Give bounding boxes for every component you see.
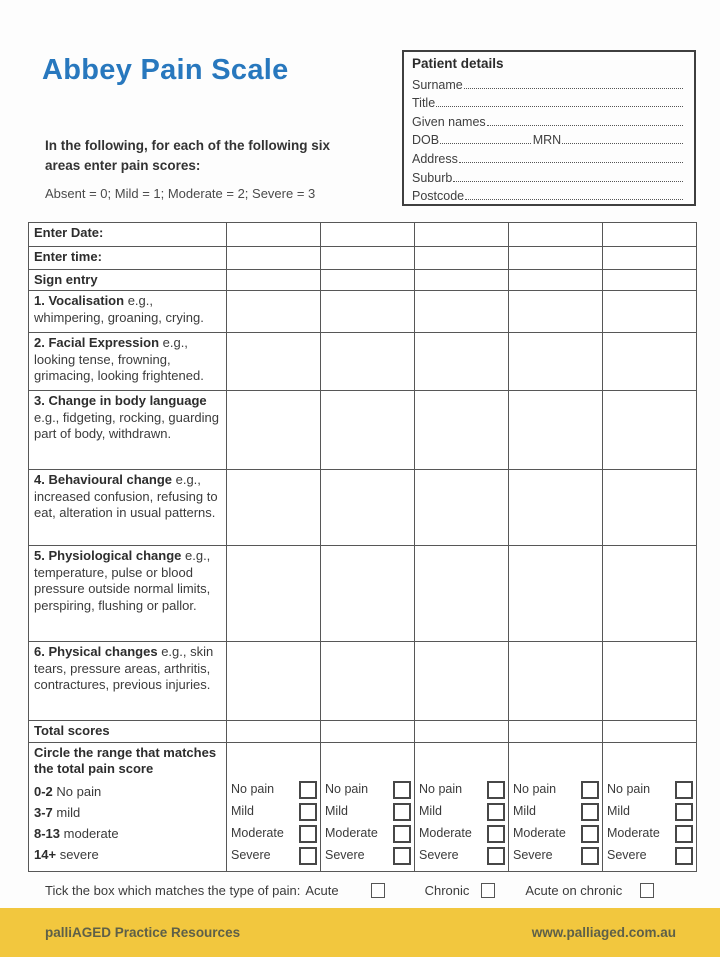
footer-website-link[interactable]: www.palliaged.com.au bbox=[531, 925, 676, 940]
range-tick-column bbox=[509, 742, 603, 871]
suburb-fill-line bbox=[453, 180, 683, 182]
sign-entry-label: Sign entry bbox=[34, 272, 98, 287]
total-score-cell[interactable] bbox=[509, 721, 603, 742]
facial-expression-label: 2. Facial Expression bbox=[34, 335, 160, 351]
mild-option: Mild bbox=[513, 801, 599, 823]
table-row-enter-time bbox=[29, 247, 697, 270]
mild-checkbox[interactable] bbox=[675, 803, 693, 821]
behavioural-change-score-cell[interactable] bbox=[321, 470, 415, 546]
instructions-heading: In the following, for each of the following six areas enter pain scores: bbox=[45, 138, 330, 174]
page-title: Abbey Pain Scale bbox=[42, 54, 289, 86]
physiological-change-label-cell: 5. Physiological change e.g., temperature, pulse or blood pressure outside normal limits, perspiring, flushing or pallor. bbox=[29, 546, 227, 642]
severe-checkbox[interactable] bbox=[487, 847, 505, 865]
address-fill-line bbox=[459, 161, 683, 163]
patient-details-box bbox=[402, 50, 696, 206]
moderate-option: Moderate bbox=[419, 823, 505, 845]
mild-option: Mild bbox=[419, 801, 505, 823]
severe-option: Severe bbox=[513, 845, 599, 867]
physiological-change-label: 5. Physiological change bbox=[34, 548, 182, 564]
vocalisation-label: 1. Vocalisation bbox=[34, 293, 125, 309]
given-names-label: Given names bbox=[412, 114, 486, 129]
enter-time-label: Enter time: bbox=[34, 249, 102, 264]
mrn-fill-line bbox=[562, 142, 683, 144]
severe-checkbox[interactable] bbox=[393, 847, 411, 865]
range-moderate: 8-13 moderate bbox=[34, 826, 119, 842]
severe-option: Severe bbox=[231, 845, 317, 867]
facial-expression-score-cell[interactable] bbox=[415, 333, 509, 391]
total-scores-label: Total scores bbox=[34, 723, 110, 739]
mild-checkbox[interactable] bbox=[393, 803, 411, 821]
facial-expression-label-cell: 2. Facial Expression e.g., looking tense, frowning, grimacing, looking frightened. bbox=[29, 333, 227, 391]
patient-details-heading: Patient details bbox=[412, 56, 504, 71]
severe-checkbox[interactable] bbox=[299, 847, 317, 865]
time-entry-cell[interactable] bbox=[509, 247, 603, 270]
range-mild: 3-7 mild bbox=[34, 805, 81, 821]
pain-type-prompt: Tick the box which matches the type of pain: bbox=[45, 883, 301, 898]
circle-range-label-cell bbox=[29, 742, 227, 871]
severe-checkbox[interactable] bbox=[581, 847, 599, 865]
surname-label: Surname bbox=[412, 77, 463, 92]
table-row-total-scores bbox=[29, 721, 697, 742]
table-row-physical-changes bbox=[29, 642, 697, 721]
pain-score-table bbox=[28, 222, 697, 872]
suburb-row bbox=[412, 166, 685, 185]
range-tick-column bbox=[321, 742, 415, 871]
vocalisation-label-cell: 1. Vocalisation e.g., whimpering, groaning, crying. bbox=[29, 291, 227, 333]
vocalisation-score-cell[interactable] bbox=[227, 291, 321, 333]
physical-changes-score-cell[interactable] bbox=[321, 642, 415, 721]
given-names-row bbox=[412, 110, 685, 129]
dob-mrn-row bbox=[412, 129, 685, 148]
severe-option: Severe bbox=[325, 845, 411, 867]
physiological-change-score-cell[interactable] bbox=[227, 546, 321, 642]
mild-option: Mild bbox=[231, 801, 317, 823]
date-entry-cell[interactable] bbox=[603, 223, 697, 247]
behavioural-change-score-cell[interactable] bbox=[509, 470, 603, 546]
table-row-sign-entry bbox=[29, 270, 697, 291]
time-entry-cell[interactable] bbox=[321, 247, 415, 270]
surname-row bbox=[412, 73, 685, 92]
physical-changes-score-cell[interactable] bbox=[227, 642, 321, 721]
severe-checkbox[interactable] bbox=[675, 847, 693, 865]
moderate-option: Moderate bbox=[513, 823, 599, 845]
sign-entry-cell[interactable] bbox=[509, 270, 603, 291]
moderate-checkbox[interactable] bbox=[675, 825, 693, 843]
vocalisation-score-cell[interactable] bbox=[603, 291, 697, 333]
pain-type-acute-on-chronic-label: Acute on chronic bbox=[525, 883, 623, 898]
body-language-score-cell[interactable] bbox=[415, 391, 509, 470]
dob-label: DOB bbox=[412, 133, 440, 148]
total-scores-label-cell bbox=[29, 721, 227, 742]
physiological-change-score-cell[interactable] bbox=[321, 546, 415, 642]
moderate-option: Moderate bbox=[325, 823, 411, 845]
behavioural-change-label: 4. Behavioural change bbox=[34, 472, 172, 488]
physical-changes-label: 6. Physical changes bbox=[34, 644, 158, 660]
moderate-option: Moderate bbox=[231, 823, 317, 845]
range-tick-column bbox=[415, 742, 509, 871]
total-score-cell[interactable] bbox=[227, 721, 321, 742]
range-tick-column bbox=[227, 742, 321, 871]
mild-option: Mild bbox=[607, 801, 693, 823]
table-row-facial-expression bbox=[29, 333, 697, 391]
sign-entry-cell[interactable] bbox=[603, 270, 697, 291]
table-row-physiological-change bbox=[29, 546, 697, 642]
pain-type-acute-label: Acute bbox=[305, 883, 339, 898]
behavioural-change-score-cell[interactable] bbox=[603, 470, 697, 546]
postcode-row bbox=[412, 185, 685, 204]
mild-option: Mild bbox=[325, 801, 411, 823]
mrn-label: MRN bbox=[532, 133, 562, 148]
moderate-checkbox[interactable] bbox=[299, 825, 317, 843]
acute-checkbox[interactable] bbox=[371, 883, 385, 898]
score-key-line: Absent = 0; Mild = 1; Moderate = 2; Severe = 3 bbox=[45, 185, 316, 201]
footer-brand-text: palliAGED Practice Resources bbox=[45, 925, 241, 940]
sign-entry-cell[interactable] bbox=[321, 270, 415, 291]
facial-expression-score-cell[interactable] bbox=[603, 333, 697, 391]
enter-time-label-cell bbox=[29, 247, 227, 270]
mild-checkbox[interactable] bbox=[581, 803, 599, 821]
physical-changes-score-cell[interactable] bbox=[415, 642, 509, 721]
address-row bbox=[412, 147, 685, 166]
title-row bbox=[412, 92, 685, 111]
physical-changes-score-cell[interactable] bbox=[509, 642, 603, 721]
facial-expression-score-cell[interactable] bbox=[321, 333, 415, 391]
table-row-circle-range bbox=[29, 742, 697, 871]
severe-option: Severe bbox=[607, 845, 693, 867]
title-fill-line bbox=[436, 105, 683, 107]
behavioural-change-score-cell[interactable] bbox=[415, 470, 509, 546]
range-no-pain: 0-2 No pain bbox=[34, 784, 102, 799]
dob-fill-line bbox=[440, 142, 531, 144]
vocalisation-score-cell[interactable] bbox=[321, 291, 415, 333]
facial-expression-score-cell[interactable] bbox=[227, 333, 321, 391]
acute-on-chronic-checkbox[interactable] bbox=[640, 883, 654, 898]
given-names-fill-line bbox=[487, 124, 683, 126]
table-row-behavioural-change bbox=[29, 470, 697, 546]
physiological-change-score-cell[interactable] bbox=[415, 546, 509, 642]
body-language-score-cell[interactable] bbox=[321, 391, 415, 470]
postcode-fill-line bbox=[465, 198, 683, 200]
title-label: Title bbox=[412, 96, 436, 111]
behavioural-change-score-cell[interactable] bbox=[227, 470, 321, 546]
no-pain-checkbox[interactable] bbox=[487, 781, 505, 799]
facial-expression-score-cell[interactable] bbox=[509, 333, 603, 391]
range-severe: 14+ severe bbox=[34, 847, 99, 863]
date-entry-cell[interactable] bbox=[415, 223, 509, 247]
physical-changes-label-cell: 6. Physical changes e.g., skin tears, pressure areas, arthritis, contractures, previous injuries. bbox=[29, 642, 227, 721]
mild-checkbox[interactable] bbox=[487, 803, 505, 821]
pain-type-chronic-label: Chronic bbox=[424, 883, 470, 898]
vocalisation-score-cell[interactable] bbox=[509, 291, 603, 333]
time-entry-cell[interactable] bbox=[603, 247, 697, 270]
enter-date-label: Enter Date: bbox=[34, 225, 104, 240]
body-language-score-cell[interactable] bbox=[227, 391, 321, 470]
severe-option: Severe bbox=[419, 845, 505, 867]
address-label: Address bbox=[412, 151, 458, 166]
body-language-score-cell[interactable] bbox=[509, 391, 603, 470]
no-pain-option: No pain bbox=[607, 779, 693, 801]
footer-bar bbox=[0, 908, 720, 957]
no-pain-checkbox[interactable] bbox=[675, 781, 693, 799]
no-pain-option: No pain bbox=[513, 779, 599, 801]
moderate-option: Moderate bbox=[607, 823, 693, 845]
no-pain-option: No pain bbox=[325, 779, 411, 801]
surname-fill-line bbox=[464, 87, 683, 89]
physical-changes-score-cell[interactable] bbox=[603, 642, 697, 721]
no-pain-option: No pain bbox=[231, 779, 317, 801]
circle-range-heading: Circle the range that matches the total pain score bbox=[34, 744, 217, 777]
enter-date-label-cell bbox=[29, 223, 227, 247]
sign-entry-cell[interactable] bbox=[227, 270, 321, 291]
body-language-label: 3. Change in body language bbox=[34, 393, 207, 409]
sign-entry-cell[interactable] bbox=[415, 270, 509, 291]
table-row-enter-date bbox=[29, 223, 697, 247]
table-row-vocalisation bbox=[29, 291, 697, 333]
vocalisation-score-cell[interactable] bbox=[415, 291, 509, 333]
time-entry-cell[interactable] bbox=[227, 247, 321, 270]
physiological-change-score-cell[interactable] bbox=[509, 546, 603, 642]
total-score-cell[interactable] bbox=[321, 721, 415, 742]
table-row-body-language bbox=[29, 391, 697, 470]
physiological-change-score-cell[interactable] bbox=[603, 546, 697, 642]
no-pain-checkbox[interactable] bbox=[299, 781, 317, 799]
body-language-score-cell[interactable] bbox=[603, 391, 697, 470]
sign-entry-label-cell bbox=[29, 270, 227, 291]
range-tick-column bbox=[603, 742, 697, 871]
behavioural-change-label-cell: 4. Behavioural change e.g., increased confusion, refusing to eat, alteration in usual patterns. bbox=[29, 470, 227, 546]
date-entry-cell[interactable] bbox=[227, 223, 321, 247]
date-entry-cell[interactable] bbox=[321, 223, 415, 247]
no-pain-checkbox[interactable] bbox=[581, 781, 599, 799]
time-entry-cell[interactable] bbox=[415, 247, 509, 270]
pain-type-row bbox=[45, 883, 654, 898]
total-score-cell[interactable] bbox=[415, 721, 509, 742]
chronic-checkbox[interactable] bbox=[481, 883, 495, 898]
postcode-label: Postcode bbox=[412, 189, 465, 204]
body-language-label-cell: 3. Change in body language e.g., fidgeting, rocking, guarding part of body, withdrawn. bbox=[29, 391, 227, 470]
moderate-checkbox[interactable] bbox=[393, 825, 411, 843]
no-pain-option: No pain bbox=[419, 779, 505, 801]
instructions-block bbox=[45, 136, 367, 201]
date-entry-cell[interactable] bbox=[509, 223, 603, 247]
no-pain-checkbox[interactable] bbox=[393, 781, 411, 799]
total-score-cell[interactable] bbox=[603, 721, 697, 742]
moderate-checkbox[interactable] bbox=[487, 825, 505, 843]
mild-checkbox[interactable] bbox=[299, 803, 317, 821]
moderate-checkbox[interactable] bbox=[581, 825, 599, 843]
suburb-label: Suburb bbox=[412, 170, 453, 185]
